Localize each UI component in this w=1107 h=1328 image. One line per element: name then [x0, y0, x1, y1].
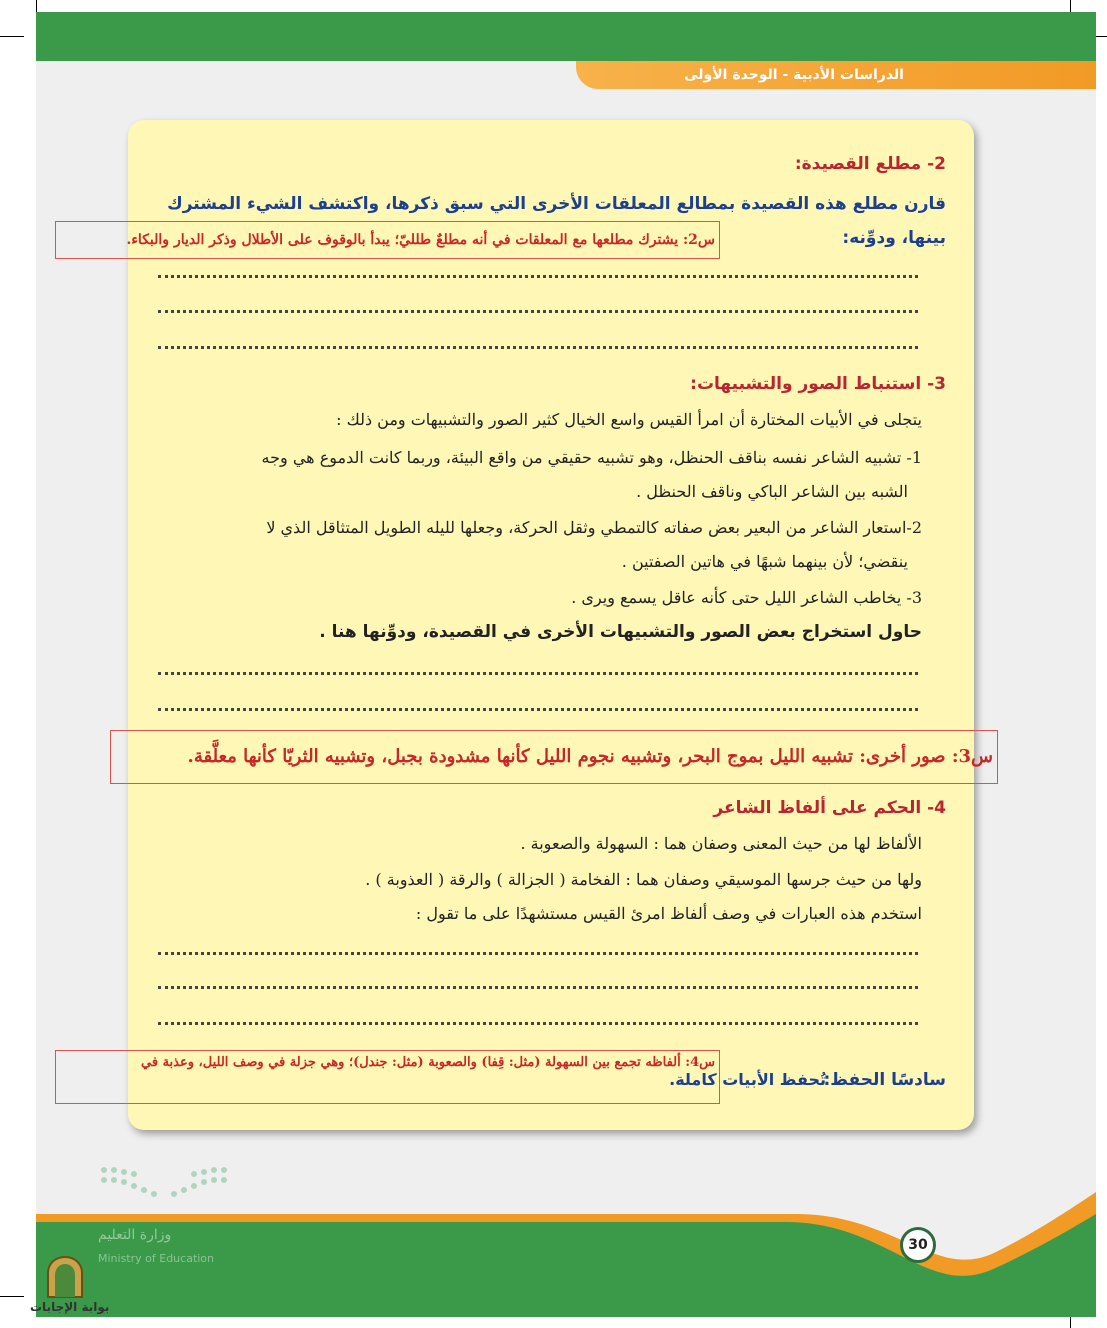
answer-q4-text: س4: ألفاظه تجمع بين السهولة (مثل: قِفا) والصعوبة (مثل: جندل)؛ وهي جزلة في وصف الليل، وعذبة في: [141, 1055, 715, 1070]
ministry-logo-dots: [98, 1164, 238, 1214]
section-2-instruction-line1: قارن مطلع هذه القصيدة بمطالع المعلقات الأخرى التي سبق ذكرها، واكتشف الشيء المشترك: [167, 194, 946, 214]
section-3-intro: يتجلى في الأبيات المختارة أن امرأ القيس واسع الخيال كثير الصور والتشبيهات ومن ذلك :: [336, 410, 922, 429]
answer-line: [158, 1022, 918, 1025]
section-3-title: 3- استنباط الصور والتشبيهات:: [690, 374, 946, 394]
crop-mark: [0, 1296, 24, 1297]
answer-box-q4: [55, 1050, 720, 1104]
section-4-line2: ولها من حيث جرسها الموسيقي وصفان هما : الفخامة ( الجزالة ) والرقة ( العذوبة ) .: [365, 870, 922, 889]
section-3-task: حاول استخراج بعض الصور والتشبيهات الأخرى في القصيدة، ودوِّنها هنا .: [319, 622, 922, 642]
watermark-text: بوابة الإجابات: [30, 1300, 110, 1314]
section-3-item1-line2: الشبه بين الشاعر الباكي وناقف الحنظل .: [636, 482, 908, 501]
section-4-title: 4- الحكم على ألفاظ الشاعر: [713, 798, 946, 818]
unit-header-title: الدراسات الأدبية - الوحدة الأولى: [684, 67, 904, 83]
section-6-title: سادسًا الحفظ:: [823, 1070, 946, 1090]
section-6-text: تُحفظ الأبيات كاملة.: [669, 1070, 826, 1089]
top-green-band: [36, 12, 1096, 61]
activity-card: [128, 120, 974, 1130]
answer-line: [158, 346, 918, 349]
ministry-name-ar: وزارة التعليم: [98, 1227, 172, 1243]
section-3-item1-line1: 1- تشبيه الشاعر نفسه بناقف الحنظل، وهو تشبيه حقيقي من واقع البيئة، وربما كانت الدموع هي وجه: [261, 448, 922, 467]
answer-q3-text: س3: صور أخرى: تشبيه الليل بموج البحر، وتشبيه نجوم الليل كأنها مشدودة بجبل، وتشبيه الثريّا كأنها معلَّقة.: [187, 746, 993, 767]
ministry-name-en: Ministry of Education: [98, 1252, 215, 1265]
section-4-line3: استخدم هذه العبارات في وصف ألفاظ امرئ القيس مستشهدًا على ما تقول :: [415, 904, 922, 923]
answer-box-q2: [55, 221, 720, 259]
watermark-logo-icon: [44, 1255, 86, 1299]
crop-mark: [0, 36, 24, 37]
section-3-item2-line2: ينقضي؛ لأن بينهما شبهًا في هاتين الصفتين .: [621, 552, 908, 571]
answer-box-q3: [110, 730, 998, 784]
section-4-line1: الألفاظ لها من حيث المعنى وصفان هما : السهولة والصعوبة .: [520, 834, 922, 853]
section-3-item3: 3- يخاطب الشاعر الليل حتى كأنه عاقل يسمع ويرى .: [571, 588, 922, 607]
section-3-item2-line1: 2-استعار الشاعر من البعير بعض صفاته كالتمطي وثقل الحركة، وجعلها لليله الطويل المتثاقل الذي لا: [266, 518, 922, 537]
answer-q2-text: س2: يشترك مطلعها مع المعلقات في أنه مطلعٌ طلليّ؛ يبدأ بالوقوف على الأطلال وذكر الديار والبكاء.: [126, 232, 715, 248]
page-number: 30: [900, 1227, 936, 1263]
section-2-instruction-line2: بينها، ودوِّنه:: [842, 228, 946, 248]
answer-line: [158, 672, 918, 675]
answer-line: [158, 708, 918, 711]
section-2-title: 2- مطلع القصيدة:: [794, 154, 946, 174]
answer-line: [158, 986, 918, 989]
textbook-page: [36, 12, 1096, 1317]
unit-header-tab: [576, 61, 1096, 89]
answer-line: [158, 310, 918, 313]
answer-line: [158, 952, 918, 955]
answer-line: [158, 275, 918, 278]
